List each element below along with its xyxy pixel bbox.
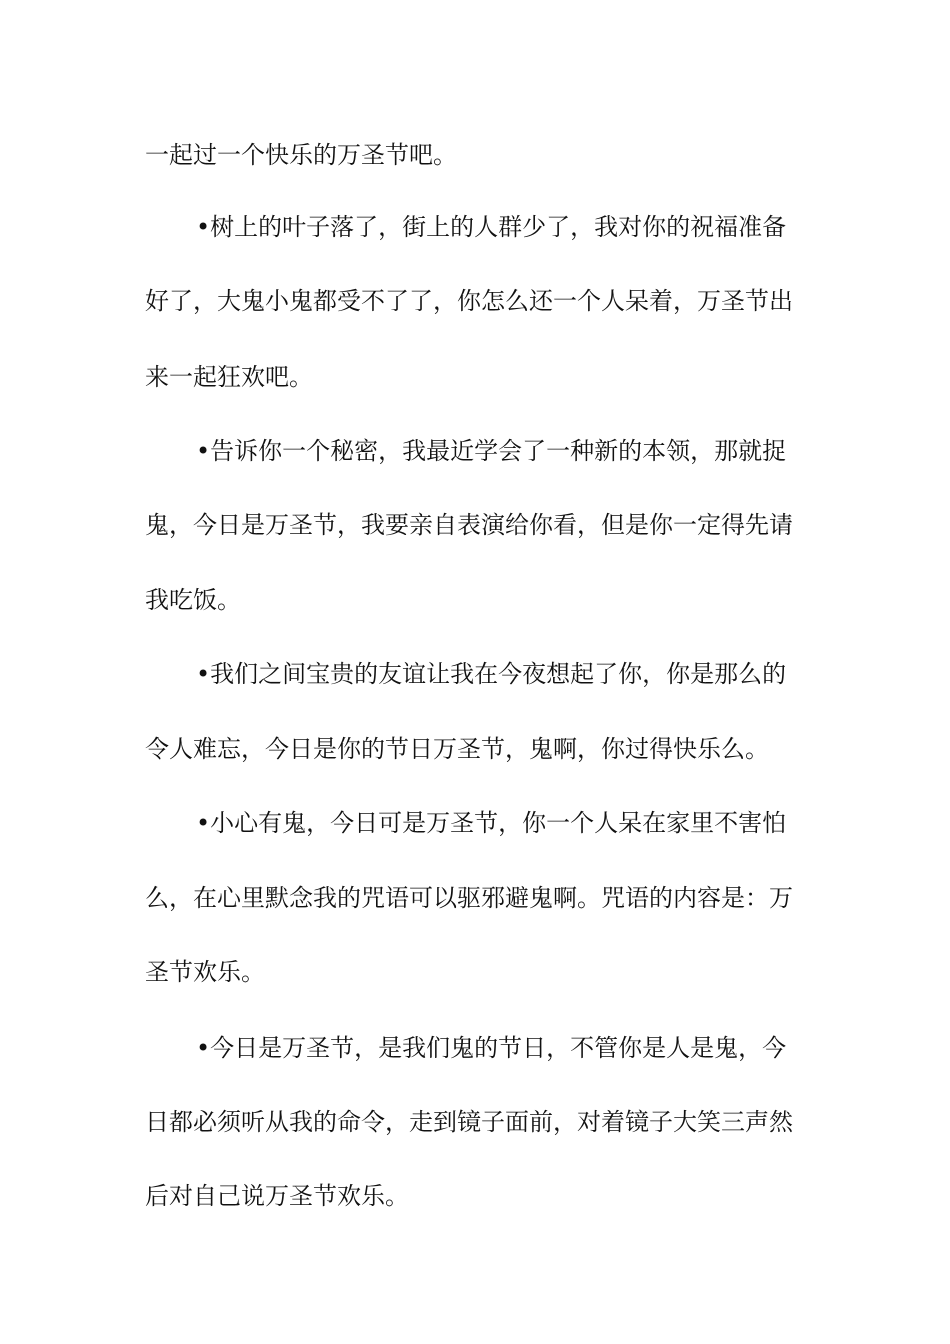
text-line: 好了，大鬼小鬼都受不了了，你怎么还一个人呆着，万圣节出	[145, 287, 793, 315]
text-line: •今日是万圣节，是我们鬼的节日，不管你是人是鬼，今	[196, 1034, 787, 1062]
text-line: 日都必须听从我的命令，走到镜子面前，对着镜子大笑三声然	[145, 1108, 793, 1136]
text-line: 后对自己说万圣节欢乐。	[145, 1182, 409, 1210]
text-line: 鬼，今日是万圣节，我要亲自表演给你看，但是你一定得先请	[145, 511, 793, 539]
text-line: 我吃饭。	[145, 586, 241, 614]
text-line: •我们之间宝贵的友谊让我在今夜想起了你，你是那么的	[196, 660, 787, 688]
text-line: 一起过一个快乐的万圣节吧。	[145, 141, 457, 169]
text-line: 令人难忘，今日是你的节日万圣节，鬼啊，你过得快乐么。	[145, 735, 769, 763]
text-line: •树上的叶子落了，街上的人群少了，我对你的祝福准备	[196, 213, 787, 241]
text-line: 来一起狂欢吧。	[145, 363, 313, 391]
text-line: •小心有鬼，今日可是万圣节，你一个人呆在家里不害怕	[196, 809, 787, 837]
text-line: •告诉你一个秘密，我最近学会了一种新的本领，那就捉	[196, 437, 787, 465]
text-line: 么，在心里默念我的咒语可以驱邪避鬼啊。咒语的内容是：万	[145, 884, 793, 912]
text-line: 圣节欢乐。	[145, 958, 265, 986]
